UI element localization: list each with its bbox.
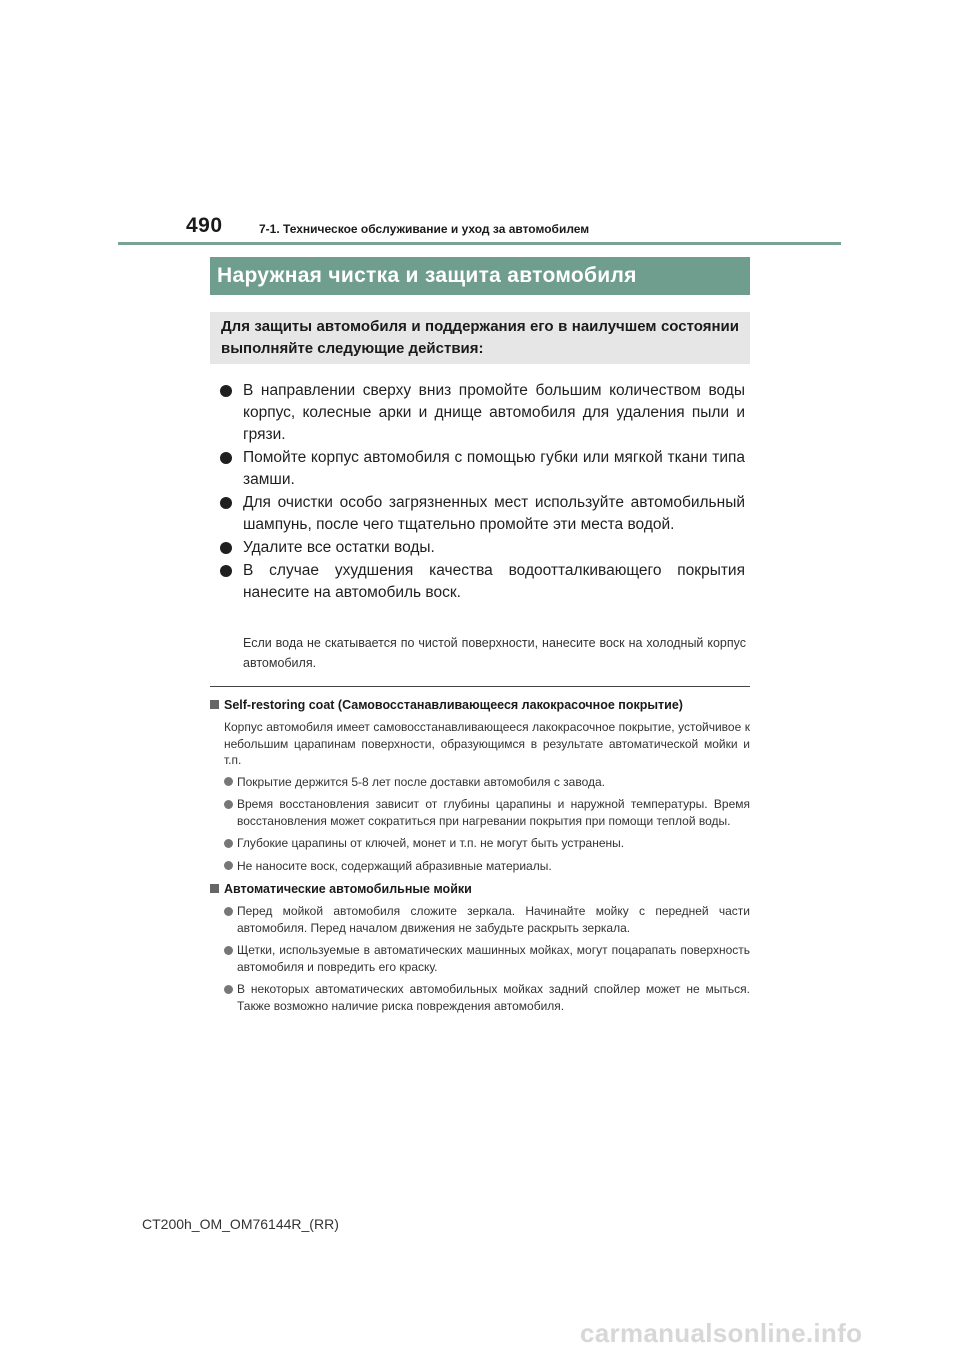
dot-bullet-icon xyxy=(224,800,233,809)
dot-bullet-icon xyxy=(224,839,233,848)
list-item-text: В направлении сверху вниз промойте большим количеством воды корпус, колесные арки и днище автомобиля для удаления пыли и грязи. xyxy=(243,382,745,443)
bullet-icon xyxy=(220,385,232,397)
bullet-icon xyxy=(220,497,232,509)
list-item-text: В случае ухудшения качества водоотталкивающего покрытия нанесите на автомобиль воск. xyxy=(243,562,745,601)
footer-document-code: CT200h_OM_OM76144R_(RR) xyxy=(142,1216,339,1232)
section-heading-text: Автоматические автомобильные мойки xyxy=(224,882,472,896)
section-heading-car-wash xyxy=(210,880,750,898)
dot-bullet-icon xyxy=(224,985,233,994)
dot-bullet-icon xyxy=(224,777,233,786)
section-divider xyxy=(210,686,750,687)
list-item xyxy=(210,858,750,875)
list-item xyxy=(220,492,745,536)
bullet-icon xyxy=(220,452,232,464)
section-header: 7-1. Техническое обслуживание и уход за автомобилем xyxy=(259,222,590,236)
list-item xyxy=(220,537,745,559)
dot-bullet-icon xyxy=(224,946,233,955)
square-bullet-icon xyxy=(210,700,219,709)
list-item xyxy=(220,560,745,604)
square-bullet-icon xyxy=(210,884,219,893)
list-item-text: Не наносите воск, содержащий абразивные материалы. xyxy=(237,858,552,873)
watermark: carmanualsonline.info xyxy=(580,1318,863,1348)
list-item-text: Щетки, используемые в автоматических машинных мойках, могут поцарапать поверхность автомобиля и повредить его краску. xyxy=(237,943,750,974)
list-item-text: Удалите все остатки воды. xyxy=(243,539,435,556)
section-paragraph: Корпус автомобиля имеет самовосстанавливающееся лакокрасочное покрытие, устойчивое к небольшим царапинам поверхности, образующимся в результате автоматической мойки и т.п. xyxy=(224,720,750,767)
bullet-icon xyxy=(220,542,232,554)
list-item xyxy=(210,981,750,1014)
section-list-car-wash xyxy=(210,903,750,1014)
header-rule xyxy=(118,242,841,245)
list-item xyxy=(210,903,750,936)
list-item-text: Глубокие царапины от ключей, монет и т.п. не могут быть устранены. xyxy=(237,836,625,850)
title-bar xyxy=(210,257,750,295)
list-item xyxy=(210,774,750,791)
main-instructions-list xyxy=(220,380,745,605)
page-number: 490 xyxy=(186,214,223,237)
list-item-text: Покрытие держится 5-8 лет после доставки автомобиля с завода. xyxy=(237,774,605,789)
list-item-text: В некоторых автоматических автомобильных мойках задний спойлер может не мыться. Также возможно наличие риска повреждения автомобиля. xyxy=(237,982,750,1013)
list-item xyxy=(210,796,750,829)
list-item xyxy=(220,380,745,446)
section-list-self-restoring xyxy=(210,774,750,875)
dot-bullet-icon xyxy=(224,907,233,916)
list-item-text: Время восстановления зависит от глубины царапины и наружной температуры. Время восстановления может сократиться при нагревании покрытия при помощи теплой воды. xyxy=(237,797,750,828)
list-item xyxy=(210,942,750,975)
list-item-text: Перед мойкой автомобиля сложите зеркала. Начинайте мойку с передней части автомобиля. Перед началом движения не забудьте раскрыть зеркала. xyxy=(237,904,750,935)
list-item-text: Помойте корпус автомобиля с помощью губки или мягкой ткани типа замши. xyxy=(243,449,745,488)
intro-box: Для защиты автомобиля и поддержания его в наилучшем состоянии выполняйте следующие действия: xyxy=(210,312,750,364)
wax-note: Если вода не скатывается по чистой поверхности, нанесите воск на холодный корпус автомобиля. xyxy=(243,636,746,670)
bullet-icon xyxy=(220,565,232,577)
list-item xyxy=(220,447,745,491)
dot-bullet-icon xyxy=(224,861,233,870)
notes-area xyxy=(210,696,750,1020)
section-heading-self-restoring xyxy=(210,696,750,714)
list-item xyxy=(210,835,750,852)
section-heading-text: Self-restoring coat (Самовосстанавливающееся лакокрасочное покрытие) xyxy=(224,698,683,712)
list-item-text: Для очистки особо загрязненных мест используйте автомобильный шампунь, после чего тщательно промойте эти места водой. xyxy=(243,494,745,533)
page-title: Наружная чистка и защита автомобиля xyxy=(217,264,637,287)
